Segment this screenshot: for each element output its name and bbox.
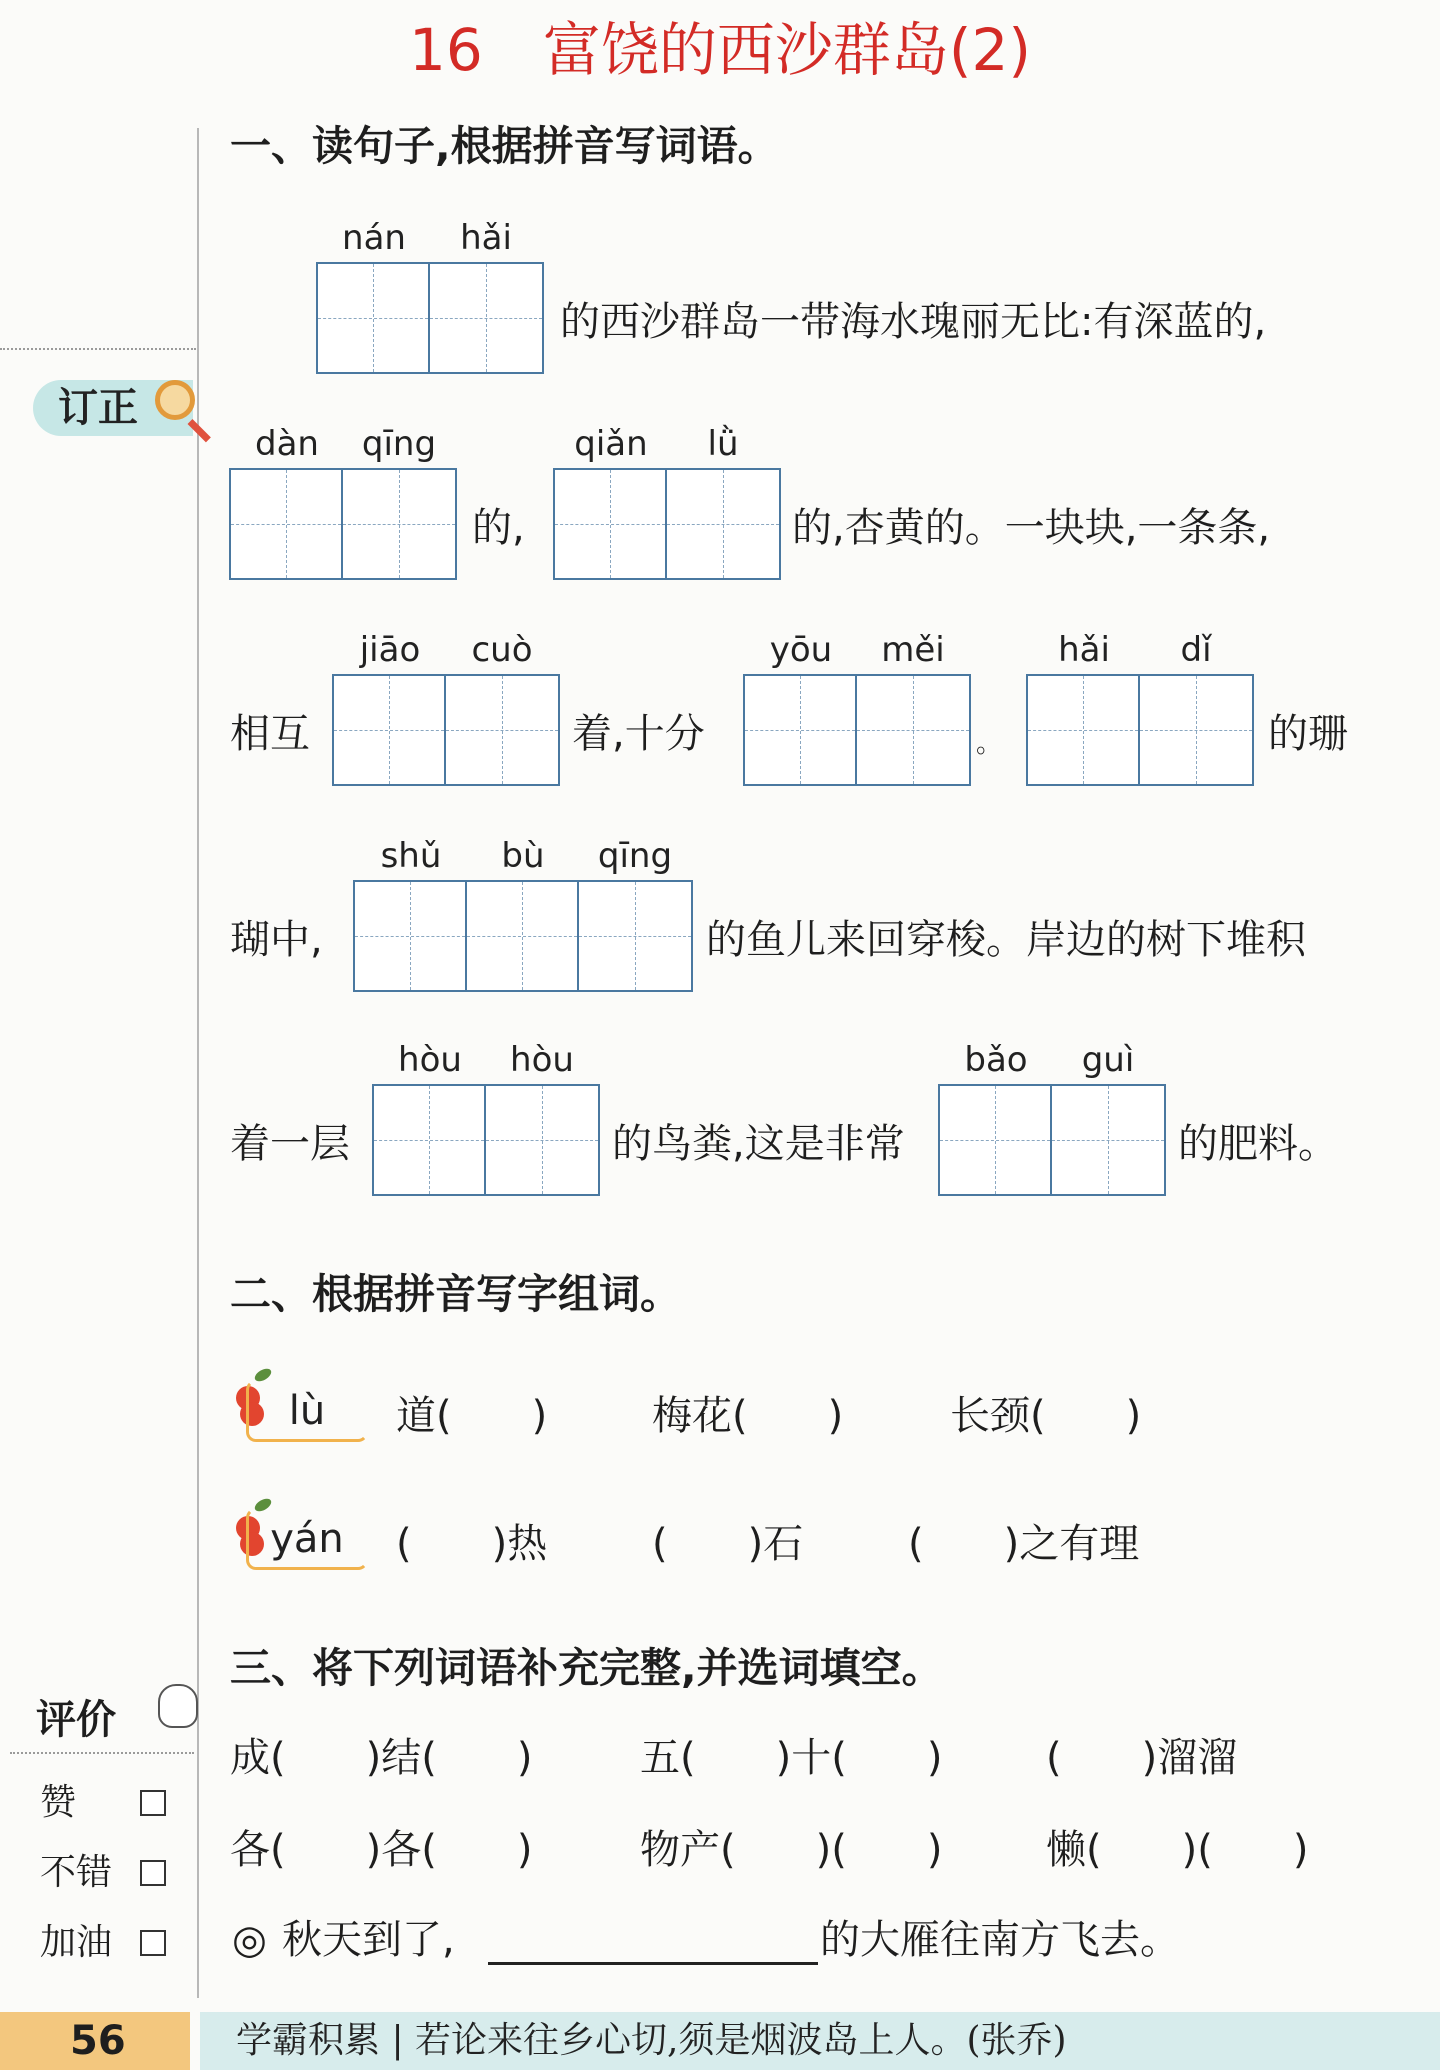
writing-grid-shubuqing[interactable] — [353, 880, 693, 992]
evaluation-label-keep-going: 加油 — [40, 1922, 113, 1963]
checkbox-keep-going[interactable] — [140, 1930, 166, 1956]
sentence-text: 。 — [976, 729, 1003, 759]
evaluation-label-good: 不错 — [40, 1852, 113, 1893]
pinyin: nán — [342, 218, 406, 258]
sentence-text: 的珊 — [1268, 711, 1348, 757]
pinyin: dàn — [255, 424, 319, 464]
checkbox-good[interactable] — [140, 1860, 166, 1886]
word-blank[interactable]: ( )之有理 — [908, 1521, 1140, 1567]
word-blank[interactable]: ( )石 — [652, 1521, 804, 1567]
section1-heading: 一、读句子,根据拼音写词语。 — [230, 122, 779, 170]
writing-grid-danqing[interactable] — [229, 468, 457, 580]
pinyin: qiǎn — [574, 424, 648, 464]
pinyin: hǎi — [1058, 630, 1110, 670]
word-blank[interactable]: 长颈( ) — [950, 1393, 1142, 1439]
pinyin: hòu — [398, 1040, 462, 1080]
correction-label: 订正 — [58, 385, 138, 431]
pinyin: bù — [501, 836, 545, 876]
pinyin: hǎi — [460, 218, 512, 258]
idiom-blank[interactable]: 成( )结( ) — [230, 1735, 533, 1781]
sentence-text: 瑚中, — [230, 917, 323, 963]
idiom-blank[interactable]: 各( )各( ) — [230, 1827, 533, 1873]
pinyin-box-yan: yán — [246, 1508, 368, 1570]
bunny-icon — [158, 1684, 198, 1728]
evaluation-label-praise: 赞 — [40, 1782, 77, 1823]
fill-sentence-after: 的大雁往南方飞去。 — [820, 1917, 1180, 1963]
idiom-blank[interactable]: ( )溜溜 — [1046, 1735, 1238, 1781]
pinyin: yōu — [769, 630, 833, 670]
pinyin: shǔ — [380, 836, 442, 876]
writing-grid-nanhai[interactable] — [316, 262, 544, 374]
lesson-title: 富饶的西沙群岛(2) — [542, 16, 1031, 84]
sentence-text: 着一层 — [230, 1121, 350, 1167]
sentence-text: 着,十分 — [572, 711, 705, 757]
section2-heading: 二、根据拼音写字组词。 — [230, 1270, 681, 1318]
page-title — [0, 10, 1440, 90]
idiom-blank[interactable]: 五( )十( ) — [640, 1735, 943, 1781]
writing-grid-baogui[interactable] — [938, 1084, 1166, 1196]
word-blank[interactable]: 梅花( ) — [652, 1393, 844, 1439]
word-blank[interactable]: ( )热 — [396, 1521, 548, 1567]
circle-marker-icon: ◎ — [232, 1917, 267, 1963]
word-blank[interactable]: 道( ) — [396, 1393, 548, 1439]
pinyin: jiāo — [359, 630, 421, 670]
pinyin: qīng — [597, 836, 673, 876]
pinyin: měi — [881, 630, 945, 670]
pinyin: dǐ — [1180, 630, 1212, 670]
sentence-text: 的鸟粪,这是非常 — [612, 1121, 905, 1167]
pinyin: bǎo — [964, 1040, 1028, 1080]
evaluation-divider — [10, 1752, 194, 1754]
sentence-text: 相互 — [230, 711, 310, 757]
sentence-text: 的, — [472, 505, 525, 551]
page-number: 56 — [70, 2018, 126, 2064]
checkbox-praise[interactable] — [140, 1790, 166, 1816]
pinyin: guì — [1081, 1040, 1135, 1080]
sentence-text: 的鱼儿来回穿梭。岸边的树下堆积 — [706, 917, 1306, 963]
pinyin: cuò — [471, 630, 533, 670]
idiom-blank[interactable]: 懒( )( ) — [1046, 1827, 1309, 1873]
pinyin-box-lu: lù — [246, 1380, 368, 1442]
sentence-text: 的肥料。 — [1178, 1121, 1338, 1167]
pinyin: hòu — [510, 1040, 574, 1080]
pinyin: qīng — [361, 424, 437, 464]
sentence-text: 的西沙群岛一带海水瑰丽无比:有深蓝的, — [560, 299, 1267, 345]
evaluation-title: 评价 — [36, 1697, 116, 1743]
fill-sentence-before: 秋天到了, — [282, 1917, 455, 1963]
section3-heading: 三、将下列词语补充完整,并选词填空。 — [230, 1644, 943, 1692]
writing-grid-haidi[interactable] — [1026, 674, 1254, 786]
sentence-text: 的,杏黄的。一块块,一条条, — [792, 505, 1271, 551]
fill-blank-line[interactable] — [488, 1962, 818, 1965]
margin-divider — [0, 348, 196, 350]
writing-grid-houhou[interactable] — [372, 1084, 600, 1196]
idiom-blank[interactable]: 物产( )( ) — [640, 1827, 943, 1873]
writing-grid-youmei[interactable] — [743, 674, 971, 786]
footer-quote: 学霸积累 | 若论来往乡心切,须是烟波岛上人。(张乔) — [236, 2020, 1067, 2061]
magnifier-icon — [155, 380, 195, 420]
lesson-number: 16 — [409, 16, 483, 84]
writing-grid-jiaocuo[interactable] — [332, 674, 560, 786]
pinyin: lǜ — [707, 424, 739, 464]
writing-grid-qianlv[interactable] — [553, 468, 781, 580]
